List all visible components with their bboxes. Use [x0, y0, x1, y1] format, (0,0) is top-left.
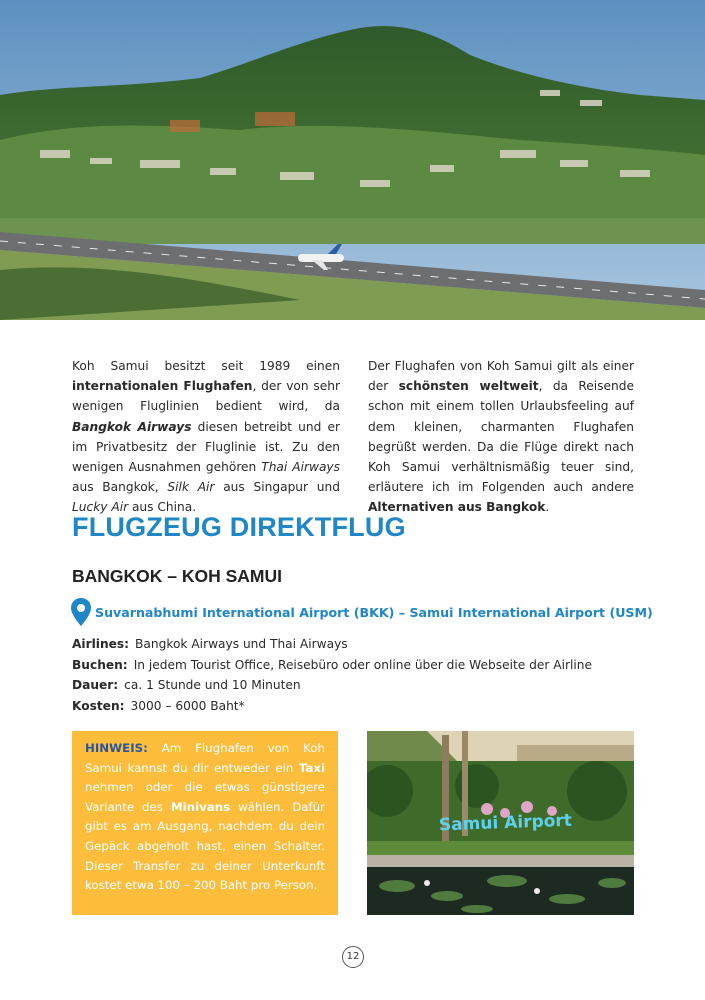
fact-row: [72, 655, 592, 676]
text-run: Am Flughafen von Koh Samui kannst du dir entweder ein: [85, 741, 325, 775]
hint-box: [72, 731, 338, 915]
fact-label: Buchen:: [72, 657, 128, 672]
fact-value: Bangkok Airways und Thai Airways: [135, 637, 348, 651]
fact-row: [72, 696, 592, 717]
fact-row: [72, 675, 592, 696]
location-pin-icon: [70, 597, 92, 627]
intro-right-paragraph: [368, 356, 634, 518]
text-run: aus China.: [128, 500, 197, 515]
text-run: Koh Samui besitzt seit 1989 einen: [72, 359, 340, 373]
text-run: Silk Air: [167, 480, 215, 495]
sign-text: Samui Airport: [438, 810, 573, 836]
text-run: internationalen Flughafen: [72, 379, 253, 394]
text-run: .: [545, 500, 550, 515]
section-title: FLUGZEUG DIREKTFLUG: [72, 512, 406, 542]
route-text: Suvarnabhumi International Airport (BKK) – Samui International Airport (USM): [95, 604, 653, 620]
text-run: Thai Airways: [261, 460, 340, 475]
fact-label: Airlines:: [72, 637, 130, 651]
fact-value: 3000 – 6000 Baht*: [130, 698, 245, 713]
route-line: [70, 597, 653, 627]
text-run: , der von sehr wenigen Fluglinien bedient wird, da: [72, 379, 341, 414]
text-run: diesen betreibt und er im Privatbesitz der Fluglinie ist. Zu den wenigen Ausnahmen gehören: [72, 419, 340, 475]
fact-label: Dauer:: [72, 678, 119, 692]
hero-photo: [0, 0, 705, 320]
text-run: HINWEIS:: [85, 741, 148, 755]
text-run: Taxi: [298, 760, 325, 775]
subsection-title: BANGKOK – KOH SAMUI: [72, 566, 283, 586]
text-run: Lucky Air: [72, 500, 129, 515]
text-run: Der Flughafen von Koh Samui gilt als einer der: [368, 359, 634, 394]
fact-row: [72, 634, 592, 655]
text-run: nehmen oder die etwas günstigere Variante des: [85, 780, 325, 814]
text-run: Minivans: [170, 799, 231, 814]
airport-sign-photo: [367, 731, 634, 915]
text-run: , da Reisende schon mit einem tollen Urlaubsfeeling auf dem kleinen, charmanten Flughafen begrüßt werden. Da die Flüge direkt nach Koh Samui verhältnismäßig teuer sind, erläutere ich im Folgenden auch andere: [368, 379, 634, 495]
text-run: wählen. Dafür gibt es am Ausgang, nachdem du dein Gepäck abgeholt hast, einen Schalter. Dieser Transfer zu deiner Unterkunft kostet etwa 100 – 200 Baht pro Person.: [85, 799, 325, 893]
text-run: aus Singapur und: [214, 480, 340, 495]
fact-value: In jedem Tourist Office, Reisebüro oder online über die Webseite der Airline: [133, 657, 592, 672]
text-run: Alternativen aus Bangkok: [368, 500, 546, 515]
text-run: schönsten weltweit: [398, 379, 539, 394]
intro-left-paragraph: [72, 356, 340, 518]
text-run: Bangkok Airways: [72, 419, 192, 434]
facts-list: [72, 634, 592, 716]
fact-value: ca. 1 Stunde und 10 Minuten: [124, 678, 301, 692]
text-run: aus Bangkok,: [72, 480, 168, 495]
page-number: 12: [342, 946, 364, 968]
fact-label: Kosten:: [72, 698, 125, 713]
